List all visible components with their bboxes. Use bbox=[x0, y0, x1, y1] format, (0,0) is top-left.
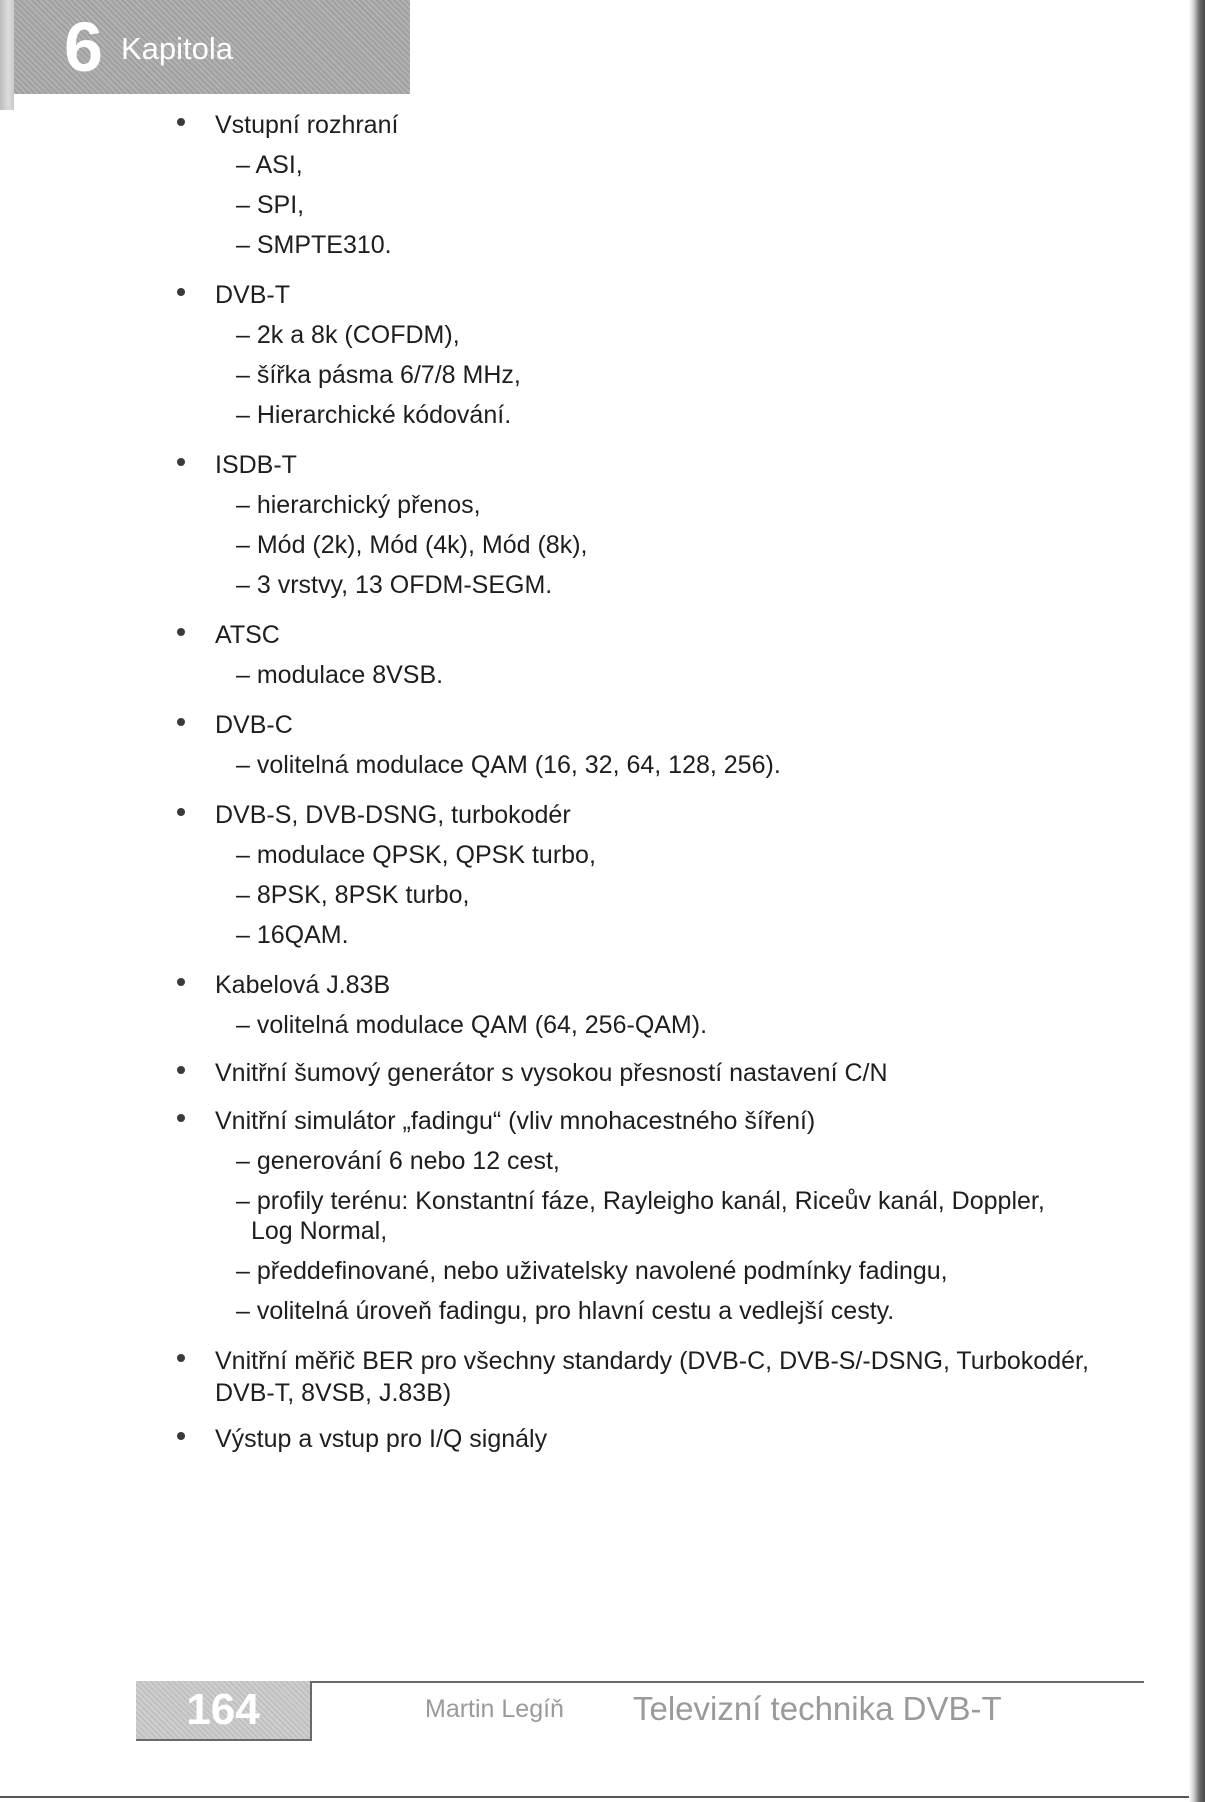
sub-item: – 16QAM. bbox=[236, 921, 349, 949]
list-item-title: ATSC bbox=[215, 621, 280, 649]
list-item bbox=[0, 275, 1180, 435]
sub-item-continuation: Log Normal, bbox=[251, 1217, 388, 1245]
scan-bottom-edge bbox=[0, 1796, 1189, 1798]
sub-item bbox=[236, 1181, 1180, 1251]
list-item-title: DVB-T bbox=[215, 281, 290, 309]
list-item bbox=[0, 1053, 1180, 1093]
sub-item: – 8PSK, 8PSK turbo, bbox=[236, 881, 470, 909]
bullet-icon bbox=[177, 288, 185, 296]
sub-item: – volitelná modulace QAM (16, 32, 64, 128, 256). bbox=[236, 751, 781, 779]
list-item-title: Vnitřní šumový generátor s vysokou přesností nastavení C/N bbox=[215, 1059, 888, 1087]
list-item-title: DVB-S, DVB-DSNG, turbokodér bbox=[215, 801, 571, 829]
feature-list bbox=[0, 105, 1180, 1459]
sub-item: – ASI, bbox=[236, 151, 303, 179]
sub-item: – volitelná modulace QAM (64, 256-QAM). bbox=[236, 1011, 708, 1039]
list-item-title: Vnitřní měřič BER pro všechny standardy (DVB-C, DVB-S/-DSNG, Turbokodér, bbox=[215, 1347, 1089, 1375]
list-item bbox=[0, 1419, 1180, 1459]
sub-item: – volitelná úroveň fadingu, pro hlavní cestu a vedlejší cesty. bbox=[236, 1297, 895, 1325]
bullet-icon bbox=[177, 1066, 185, 1074]
bullet-icon bbox=[177, 628, 185, 636]
bullet-icon bbox=[177, 118, 185, 126]
list-item bbox=[0, 1101, 1180, 1331]
list-item bbox=[0, 705, 1180, 785]
bullet-icon bbox=[177, 1354, 185, 1362]
list-item bbox=[0, 1341, 1180, 1409]
bullet-icon bbox=[177, 458, 185, 466]
sub-item: – 3 vrstvy, 13 OFDM-SEGM. bbox=[236, 571, 553, 599]
list-item-title: Kabelová J.83B bbox=[215, 971, 391, 999]
sub-item-line: – profily terénu: Konstantní fáze, Rayleigho kanál, Riceův kanál, Doppler, bbox=[236, 1187, 1045, 1215]
scan-binding-shadow bbox=[1189, 0, 1205, 1802]
sub-item: – Hierarchické kódování. bbox=[236, 401, 512, 429]
list-item-title: Výstup a vstup pro I/Q signály bbox=[215, 1425, 548, 1453]
bullet-icon bbox=[177, 978, 185, 986]
sub-item: – modulace QPSK, QPSK turbo, bbox=[236, 841, 596, 869]
list-item-title: Vstupní rozhraní bbox=[215, 111, 399, 139]
list-item-title: ISDB-T bbox=[215, 451, 297, 479]
list-item bbox=[0, 965, 1180, 1045]
sub-item: – Mód (2k), Mód (4k), Mód (8k), bbox=[236, 531, 588, 559]
footer-rule bbox=[310, 1681, 1144, 1683]
page-number-box bbox=[136, 1681, 312, 1741]
list-item-title: Vnitřní simulátor „fadingu“ (vliv mnohacestného šíření) bbox=[215, 1107, 816, 1135]
list-item-title-continuation: DVB-T, 8VSB, J.83B) bbox=[215, 1379, 452, 1407]
chapter-label: Kapitola bbox=[120, 31, 233, 66]
page-number: 164 bbox=[186, 1685, 260, 1734]
sub-item: – SMPTE310. bbox=[236, 231, 392, 259]
sub-item: – šířka pásma 6/7/8 MHz, bbox=[236, 361, 521, 389]
chapter-header bbox=[14, 0, 410, 94]
list-item bbox=[0, 615, 1180, 695]
list-item bbox=[0, 795, 1180, 955]
list-item-title: DVB-C bbox=[215, 711, 293, 739]
chapter-number: 6 bbox=[64, 8, 103, 86]
bullet-icon bbox=[177, 808, 185, 816]
footer-book-title: Televizní technika DVB-T bbox=[633, 1690, 1002, 1727]
sub-item: – generování 6 nebo 12 cest, bbox=[236, 1147, 560, 1175]
sub-item: – předdefinované, nebo uživatelsky navolené podmínky fadingu, bbox=[236, 1257, 948, 1285]
sub-item: – 2k a 8k (COFDM), bbox=[236, 321, 460, 349]
bullet-icon bbox=[177, 718, 185, 726]
sub-item: – modulace 8VSB. bbox=[236, 661, 444, 689]
bullet-icon bbox=[177, 1432, 185, 1440]
bullet-icon bbox=[177, 1114, 185, 1122]
sub-item: – hierarchický přenos, bbox=[236, 491, 481, 519]
list-item bbox=[0, 445, 1180, 605]
list-item bbox=[0, 105, 1180, 265]
scan-left-edge bbox=[0, 0, 14, 110]
sub-item: – SPI, bbox=[236, 191, 305, 219]
footer-author: Martin Legíň bbox=[425, 1695, 564, 1723]
